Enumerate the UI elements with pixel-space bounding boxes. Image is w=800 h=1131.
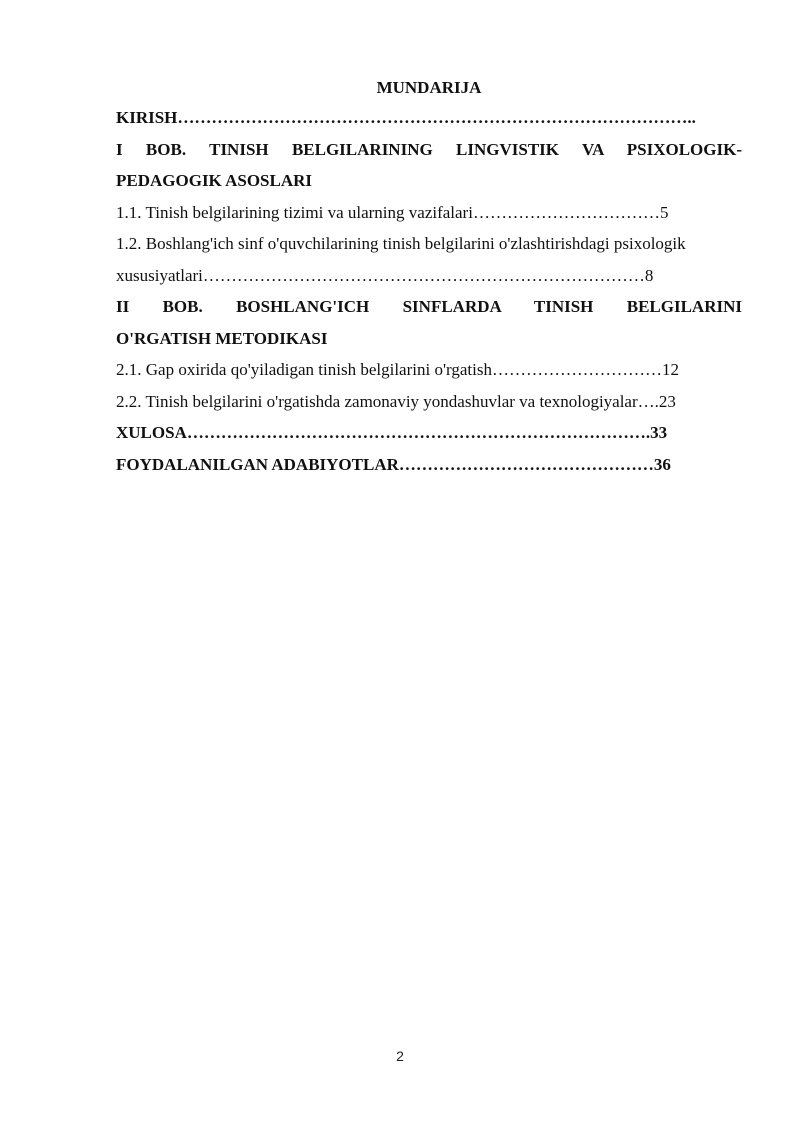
toc-entry-section-1-1: 1.1. Tinish belgilarining tizimi va ularning vazifalari……………………………5 [116, 202, 669, 222]
page-number: 2 [396, 1048, 404, 1064]
toc-entry-section-2-2: 2.2. Tinish belgilarini o'rgatishda zamonaviy yondashuvlar va texnologiyalar….23 [116, 391, 676, 411]
toc-entry-xulosa: XULOSA……………………………………………………………………….33 [116, 423, 668, 442]
toc-entry-section-1-2-line-1: 1.2. Boshlang'ich sinf o'quvchilarining tinish belgilarini o'zlashtirishdagi psixologik [116, 234, 686, 253]
toc-title: MUNDARIJA [376, 78, 482, 97]
toc-entry-chapter-1-line-1: I BOB. TINISH BELGILARINING LINGVISTIK VA PSIXOLOGIK- [116, 139, 742, 159]
table-of-contents [116, 74, 742, 480]
toc-entry-section-2-1: 2.1. Gap oxirida qo'yiladigan tinish belgilarini o'rgatish…………………………12 [116, 360, 679, 379]
toc-entry-chapter-1-line-2: PEDAGOGIK ASOSLARI [116, 171, 313, 190]
toc-entry-section-1-2-line-2: xususiyatlari……………………………………………………………………8 [116, 265, 654, 285]
toc-entry-chapter-2-line-1: II BOB. BOSHLANG'ICH SINFLARDA TINISH BELGILARINI [116, 297, 742, 316]
toc-entry-chapter-2-line-2: O'RGATISH METODIKASI [116, 328, 328, 348]
toc-entry-adabiyotlar: FOYDALANILGAN ADABIYOTLAR………………………………………36 [116, 454, 671, 474]
toc-entry-kirish: KIRISH……………………………………………………………………………….. [116, 108, 696, 127]
